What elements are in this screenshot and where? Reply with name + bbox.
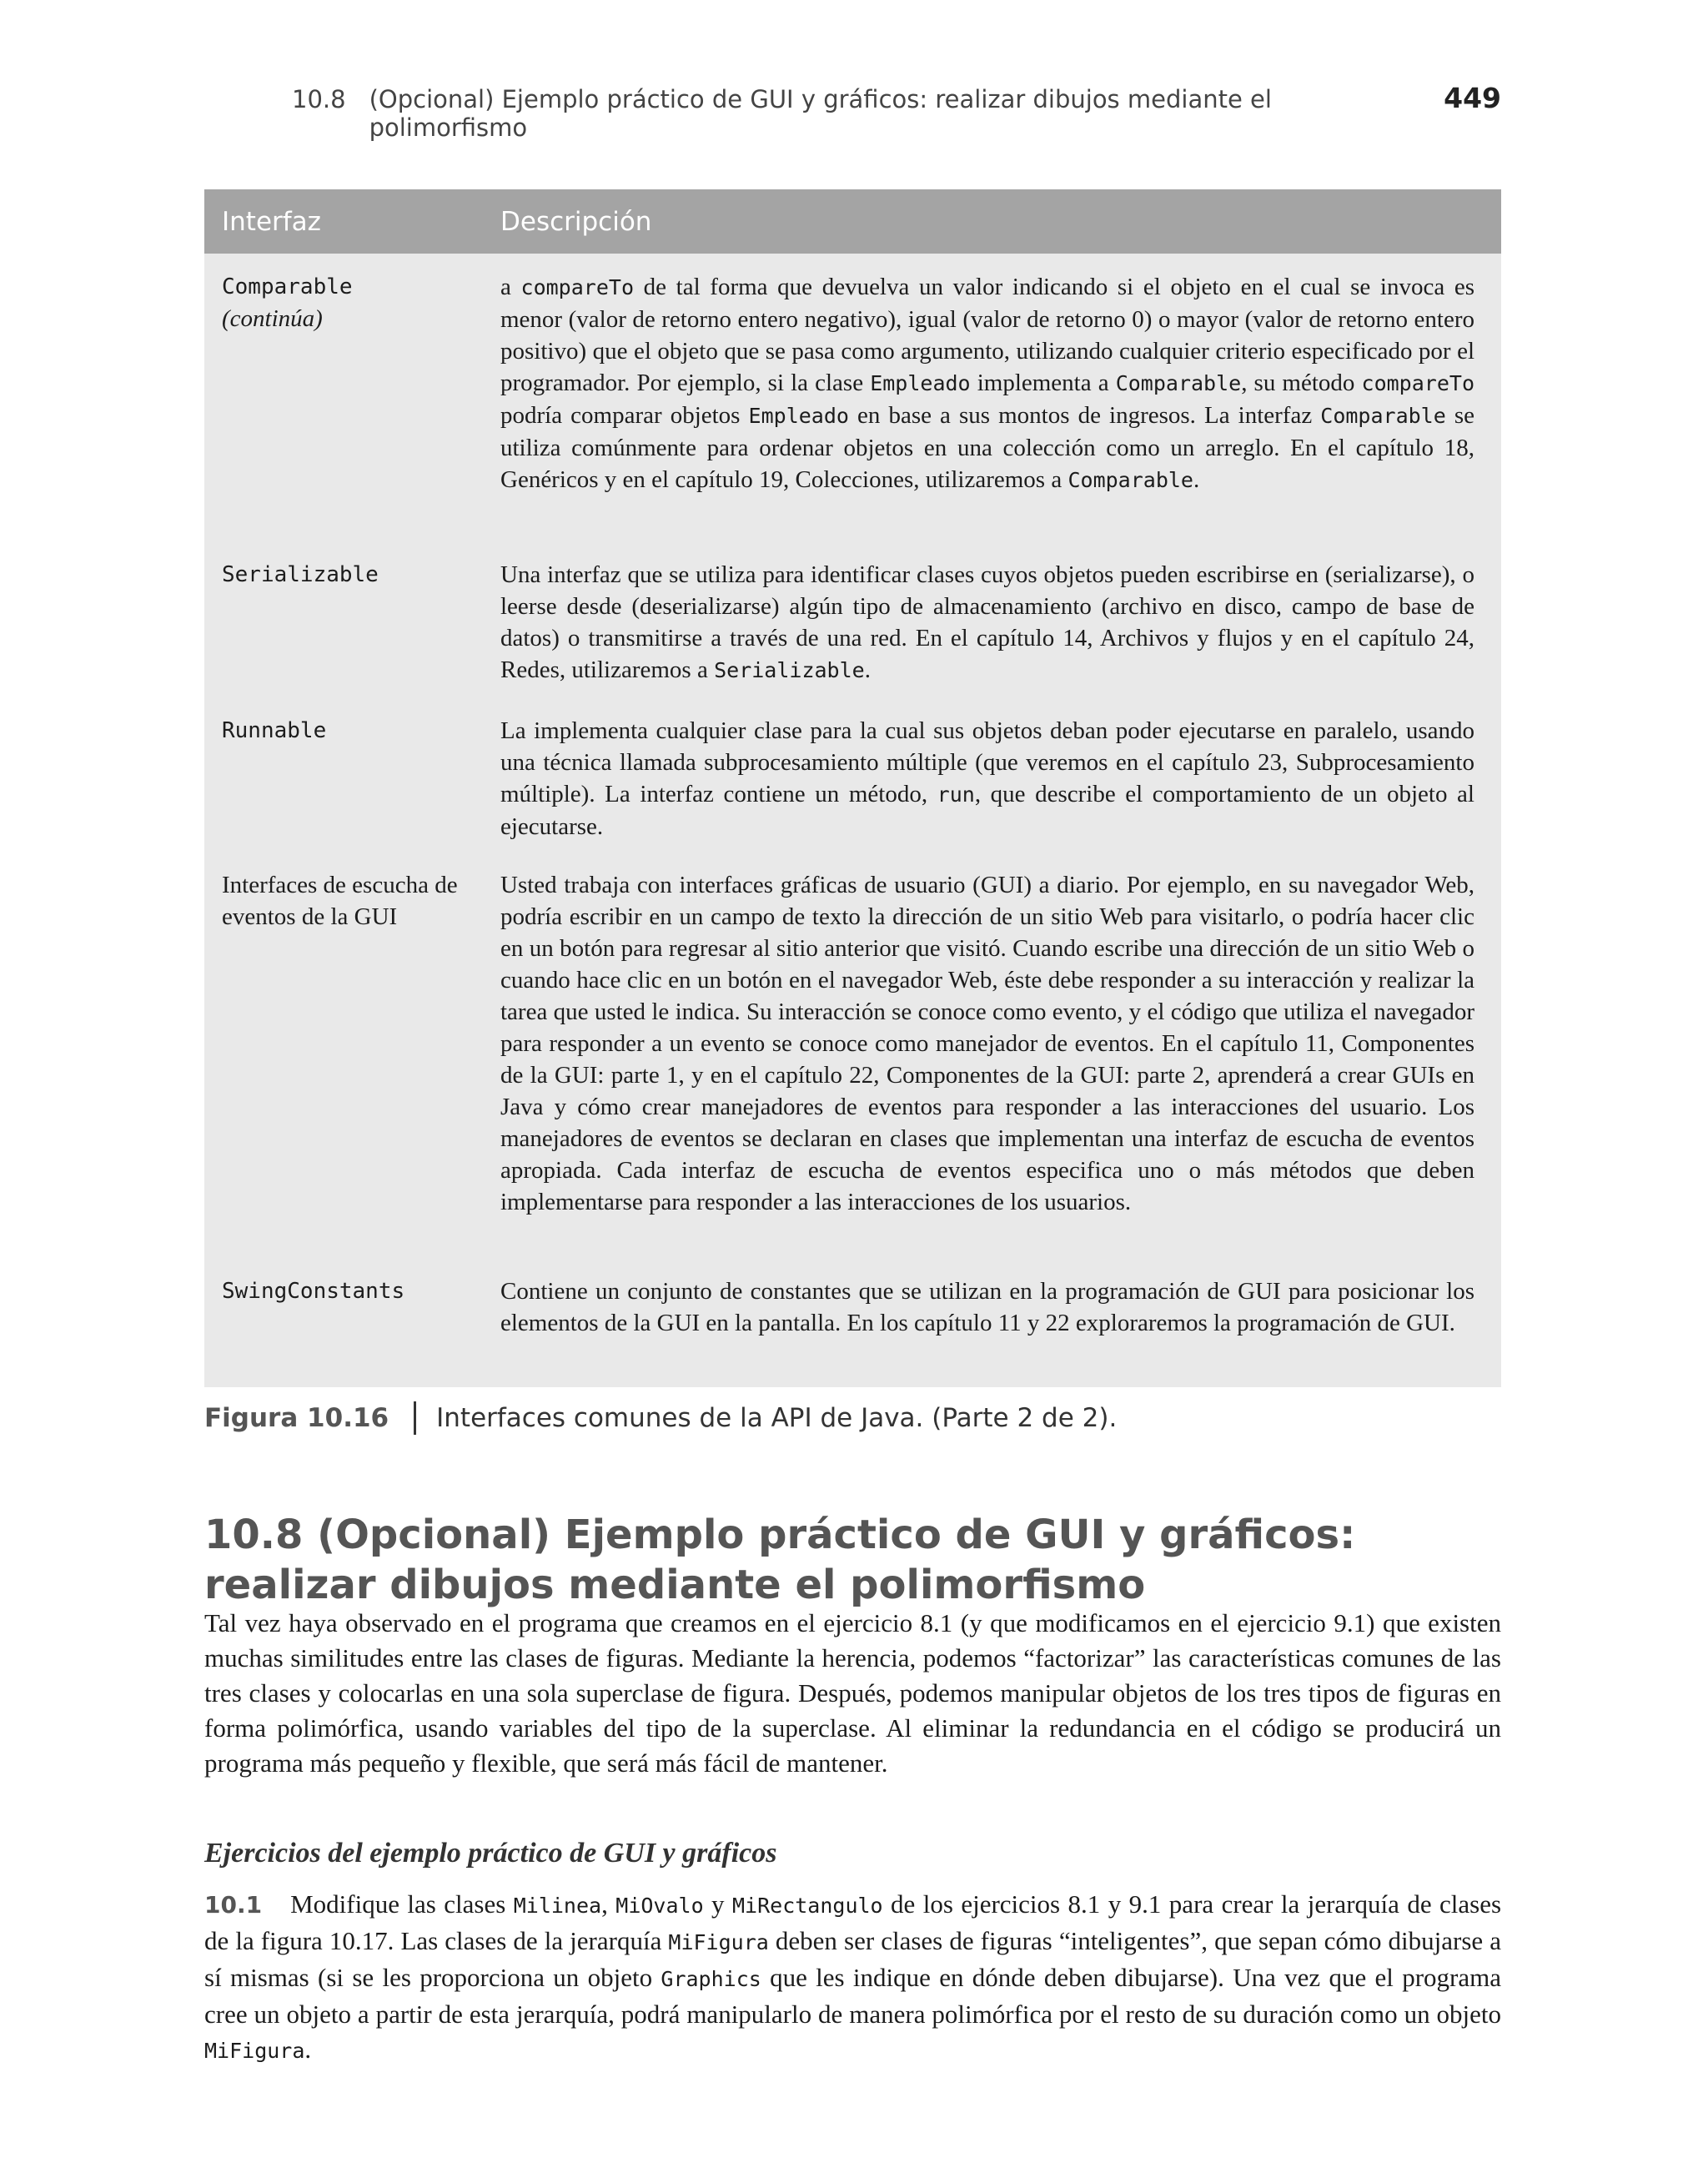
interface-name-code: Runnable	[222, 718, 327, 743]
interfaces-table	[204, 189, 1501, 1387]
text-run: Contiene un conjunto de constantes que se utilizan en la programación de GUI para posicionar los elementos de la GUI en la pantalla. En los capítulo 11 y 22 exploraremos la programación de GUI.	[500, 1278, 1474, 1336]
inline-code: MiRectangulo	[731, 1894, 883, 1918]
inline-code: Comparable	[1068, 468, 1193, 492]
text-run: deben ser clases de figuras “inteligentes”, que sepan cómo dibujarse a sí mismas (si se les proporciona un objeto	[204, 1926, 1501, 1992]
text-run: podría comparar objetos	[500, 402, 749, 429]
inline-code: Comparable	[1115, 371, 1242, 395]
table-header	[204, 189, 1501, 254]
inline-code: run	[937, 782, 975, 807]
text-run: .	[304, 2035, 312, 2064]
table-row	[204, 271, 1501, 496]
header-interfaz: Interfaz	[222, 206, 321, 237]
table-row	[204, 869, 1501, 1218]
interface-name-code: Serializable	[222, 562, 379, 587]
interface-name-code: Comparable	[222, 274, 353, 299]
interface-description	[500, 1275, 1474, 1339]
exercises-heading: Ejercicios del ejemplo práctico de GUI y gráficos	[204, 1838, 777, 1869]
text-run: a	[500, 274, 521, 300]
exercise-number: 10.1	[204, 1891, 263, 1919]
figure-caption-text: Interfaces comunes de la API de Java. (Parte 2 de 2).	[436, 1403, 1118, 1433]
text-run: ,	[601, 1889, 616, 1919]
figure-caption	[204, 1397, 1117, 1439]
text-run: de tal forma que devuelva un valor indicando si el objeto en el cual se invoca es menor (valor de retorno entero negativo), igual (valor de retorno 0) o mayor (valor de retorno entero positivo) que el objeto que se pasa como argumento, utilizando cualquier criterio especificado por el programador. Por ejemplo, si la clase	[500, 274, 1475, 396]
interface-description	[500, 715, 1474, 843]
section-title-line-1: 10.8 (Opcional) Ejemplo práctico de GUI y gráficos:	[204, 1512, 1356, 1558]
header-descripcion: Descripción	[500, 206, 652, 237]
inline-code: MiOvalo	[615, 1894, 704, 1918]
interface-name	[204, 559, 500, 687]
text-run: .	[864, 656, 871, 683]
text-run: de los ejercicios 8.1 y 9.1 para crear la jerarquía de clases de la figura 10.17. Las clases de la jerarquía	[204, 1889, 1502, 1955]
text-run: .	[1193, 466, 1200, 493]
section-title	[204, 1510, 1505, 1610]
inline-code: MiFigura	[668, 1930, 769, 1954]
inline-code: Empleado	[870, 371, 971, 395]
text-run: Usted trabaja con interfaces gráficas de usuario (GUI) a diario. Por ejemplo, en su navegador Web, podría escribir en un campo de texto la dirección de un sitio Web para visitarlo, o podría hacer clic en un botón para regresar al sitio anterior que visitó. Cuando escribe una dirección de un sitio Web o cuando hace clic en un botón en el navegador Web, éste debe responder a su interacción y realizar la tarea que usted le indica. Su interacción se conoce como evento, y el código que utiliza el navegador para responder a un evento se conoce como manejador de eventos. En el capítulo 11, Componentes de la GUI: parte 1, y en el capítulo 22, Componentes de la GUI: parte 2, aprenderá a crear GUIs en Java y cómo crear manejadores de eventos para responder a las interacciones del usuario. Los manejadores de eventos se declaran en clases que implementan una interfaz de escucha de eventos apropiada. Cada interfaz de escucha de eventos especifica uno o más métodos que deben implementarse para responder a las interacciones de los usuarios.	[500, 872, 1474, 1215]
table-row	[204, 715, 1501, 843]
inline-code: compareTo	[1361, 371, 1474, 395]
inline-code: MiFigura	[204, 2039, 305, 2063]
caption-separator	[414, 1401, 416, 1435]
text-run: Una interfaz que se utiliza para identificar clases cuyos objetos pueden escribirse en (serializarse), o leerse desde (deserializarse) algún tipo de almacenamiento (archivo en disco, campo de base de datos) o transmitirse a través de una red. En el capítulo 14, Archivos y flujos y en el capítulo 24, Redes, utilizaremos a	[500, 561, 1474, 683]
table-row	[204, 559, 1501, 687]
text-run: se utiliza comúnmente para ordenar objetos en una colección como un arreglo. En el capítulo 18, Genéricos y en el capítulo 19, Colecciones, utilizaremos a	[500, 402, 1475, 493]
figure-label: Figura 10.16	[204, 1403, 389, 1433]
text-run: La implementa cualquier clase para la cual sus objetos deban poder ejecutarse en paralelo, usando una técnica llamada subprocesamiento múltiple (que veremos en el capítulo 23, Subprocesamiento múltiple). La interfaz contiene un método,	[500, 717, 1474, 807]
inline-code: Milinea	[513, 1894, 602, 1918]
text-run: implementa a	[970, 370, 1116, 396]
inline-code: Empleado	[748, 404, 849, 428]
interface-name	[204, 869, 500, 1218]
interface-name-text: Interfaces de escucha de eventos de la GUI	[222, 872, 458, 930]
interface-description	[500, 271, 1474, 496]
interface-name	[204, 271, 500, 496]
table-row	[204, 1275, 1501, 1339]
interface-description	[500, 559, 1474, 687]
text-run: , que describe el comportamiento de un objeto al ejecutarse.	[500, 781, 1474, 840]
text-run: Modifique las clases	[290, 1889, 514, 1919]
text-run: en base a sus montos de ingresos. La interfaz	[848, 402, 1321, 429]
running-head-title: (Opcional) Ejemplo práctico de GUI y gráficos: realizar dibujos mediante el polimorfismo	[369, 85, 1272, 142]
exercise-text	[204, 1889, 1501, 2064]
inline-code: Comparable	[1320, 404, 1446, 428]
inline-code: compareTo	[520, 275, 634, 299]
text-run: , su método	[1241, 370, 1362, 396]
inline-code: Graphics	[661, 1967, 761, 1991]
running-head	[292, 82, 1501, 142]
text-run: y	[703, 1889, 732, 1919]
text-run: que les indique en dónde deben dibujarse). Una vez que el programa cree un objeto a partir de esta jerarquía, podrá manipularlo de manera polimórfica por el resto de su duración como un objeto	[204, 1963, 1501, 2029]
interface-name	[204, 715, 500, 843]
section-title-line-2: realizar dibujos mediante el polimorfismo	[204, 1562, 1146, 1608]
section-body-paragraph: Tal vez haya observado en el programa que creamos en el ejercicio 8.1 (y que modificamos en el ejercicio 9.1) que existen muchas similitudes entre las clases de figuras. Mediante la herencia, podemos “factorizar” las características comunes de las tres clases y colocarlas en una sola superclase de figura. Después, podemos manipular objetos de los tres tipos de figuras en forma polimórfica, usando variables del tipo de la superclase. Al eliminar la redundancia en el código se producirá un programa más pequeño y flexible, que será más fácil de mantener.	[204, 1608, 1501, 1778]
exercise-paragraph	[204, 1887, 1501, 2069]
interface-name-note: (continúa)	[222, 305, 323, 332]
running-head-section: 10.8	[292, 85, 346, 113]
inline-code: Serializable	[714, 658, 865, 682]
interface-name	[204, 1275, 500, 1339]
page-number: 449	[1444, 82, 1501, 114]
interface-description	[500, 869, 1474, 1218]
interface-name-code: SwingConstants	[222, 1279, 405, 1304]
